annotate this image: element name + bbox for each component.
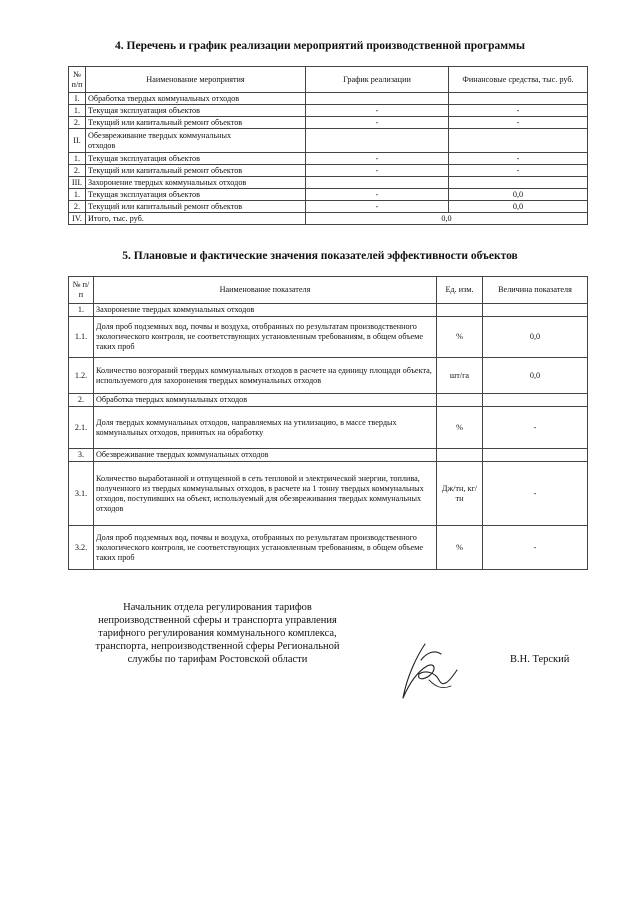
row-name: Текущая эксплуатация объектов xyxy=(86,105,306,117)
header-finance: Финансовые средства, тыс. руб. xyxy=(449,67,588,93)
row-num: 1. xyxy=(69,304,94,317)
row-num: 2. xyxy=(69,201,86,213)
row-schedule: - xyxy=(306,189,449,201)
row-value: - xyxy=(483,407,588,449)
row-value: - xyxy=(483,526,588,570)
row-name: Доля твердых коммунальных отходов, направляемых на утилизацию, в массе твердых коммунальных отходов, принятых на обработку xyxy=(94,407,437,449)
row-num: 2. xyxy=(69,117,86,129)
row-schedule: - xyxy=(306,105,449,117)
row-schedule: - xyxy=(306,117,449,129)
total-num: IV. xyxy=(69,213,86,225)
row-num: I. xyxy=(69,93,86,105)
table-row xyxy=(69,93,588,105)
row-unit xyxy=(437,304,483,317)
table-row xyxy=(69,304,588,317)
row-schedule: - xyxy=(306,201,449,213)
header-value: Величина показателя xyxy=(483,277,588,304)
row-finance: 0,0 xyxy=(449,201,588,213)
signatory-position xyxy=(60,601,375,666)
row-name: Обработка твердых коммунальных отходов xyxy=(86,93,306,105)
row-name: Текущий или капитальный ремонт объектов xyxy=(86,117,306,129)
row-finance: - xyxy=(449,105,588,117)
table-row xyxy=(69,526,588,570)
row-finance: - xyxy=(449,153,588,165)
table-header-row xyxy=(69,67,588,93)
table-row xyxy=(69,358,588,394)
position-line: непроизводственной сферы и транспорта управления xyxy=(98,615,337,626)
header-name: Наименование мероприятия xyxy=(86,67,306,93)
row-num: 2. xyxy=(69,165,86,177)
position-line: службы по тарифам Ростовской области xyxy=(127,654,308,665)
header-unit: Ед. изм. xyxy=(437,277,483,304)
row-finance: 0,0 xyxy=(449,189,588,201)
row-value xyxy=(483,394,588,407)
row-num: III. xyxy=(69,177,86,189)
row-name: Обработка твердых коммунальных отходов xyxy=(94,394,437,407)
table-row xyxy=(69,117,588,129)
row-unit: шт/га xyxy=(437,358,483,394)
row-unit: % xyxy=(437,317,483,358)
row-value: 0,0 xyxy=(483,317,588,358)
table-header-row xyxy=(69,277,588,304)
table-row xyxy=(69,129,588,153)
row-name: Текущая эксплуатация объектов xyxy=(86,189,306,201)
table-row xyxy=(69,105,588,117)
table-row xyxy=(69,394,588,407)
header-num: № п/п xyxy=(69,277,94,304)
position-line: тарифного регулирования коммунального комплекса, xyxy=(98,628,337,639)
row-num: 1.2. xyxy=(69,358,94,394)
row-name: Захоронение твердых коммунальных отходов xyxy=(94,304,437,317)
row-unit: Дж/тн, кг/тн xyxy=(437,462,483,526)
row-num: 3.1. xyxy=(69,462,94,526)
row-name: Текущая эксплуатация объектов xyxy=(86,153,306,165)
row-schedule: - xyxy=(306,165,449,177)
row-value xyxy=(483,449,588,462)
row-num: 1.1. xyxy=(69,317,94,358)
row-unit: % xyxy=(437,526,483,570)
row-num: 2.1. xyxy=(69,407,94,449)
header-num: № п/п xyxy=(69,67,86,93)
table-row xyxy=(69,153,588,165)
row-unit xyxy=(437,449,483,462)
table-row xyxy=(69,407,588,449)
table-row xyxy=(69,462,588,526)
table-row xyxy=(69,189,588,201)
section4-title: 4. Перечень и график реализации мероприятий производственной программы xyxy=(115,40,525,52)
row-value: 0,0 xyxy=(483,358,588,394)
row-schedule xyxy=(306,93,449,105)
table-row xyxy=(69,201,588,213)
program-measures-table xyxy=(68,66,588,225)
row-unit xyxy=(437,394,483,407)
row-name: Захоронение твердых коммунальных отходов xyxy=(86,177,306,189)
row-name: Обезвреживание твердых коммунальных отходов xyxy=(86,129,306,153)
signatory-name: В.Н. Терский xyxy=(510,654,570,665)
table-row xyxy=(69,177,588,189)
table-row xyxy=(69,317,588,358)
row-name: Количество выработанной и отпущенной в сеть тепловой и электрической энергии, топлива, полученного из твердых коммунальных отходов, в расчете на 1 тонну твердых коммунальных отходов, поступивших на объект, используемый для обезвреживания твердых коммунальных отходов xyxy=(94,462,437,526)
row-name: Количество возгораний твердых коммунальных отходов в расчете на единицу площади объекта, используемого для захоронения твердых коммунальных отходов xyxy=(94,358,437,394)
row-unit: % xyxy=(437,407,483,449)
position-line: транспорта, непроизводственной сферы Региональной xyxy=(95,641,340,652)
row-finance xyxy=(449,129,588,153)
row-num: 1. xyxy=(69,105,86,117)
row-name: Текущий или капитальный ремонт объектов xyxy=(86,201,306,213)
handwritten-signature xyxy=(395,636,465,706)
header-indicator: Наименование показателя xyxy=(94,277,437,304)
row-finance xyxy=(449,93,588,105)
section5-title: 5. Плановые и фактические значения показателей эффективности объектов xyxy=(122,250,518,262)
table-row xyxy=(69,449,588,462)
row-num: 2. xyxy=(69,394,94,407)
efficiency-indicators-table xyxy=(68,276,588,570)
row-name: Доля проб подземных вод, почвы и воздуха, отобранных по результатам производственного экологического контроля, не соответствующих установленным требованиям, в общем объеме таких проб xyxy=(94,317,437,358)
position-line: Начальник отдела регулирования тарифов xyxy=(123,602,312,613)
row-num: 3.2. xyxy=(69,526,94,570)
row-finance: - xyxy=(449,165,588,177)
row-finance xyxy=(449,177,588,189)
table-total-row xyxy=(69,213,588,225)
row-schedule: - xyxy=(306,153,449,165)
row-finance: - xyxy=(449,117,588,129)
row-name: Доля проб подземных вод, почвы и воздуха, отобранных по результатам производственного экологического контроля, не соответствующих установленным требованиям, в общем объеме таких проб xyxy=(94,526,437,570)
total-label: Итого, тыс. руб. xyxy=(86,213,306,225)
row-value xyxy=(483,304,588,317)
row-num: 1. xyxy=(69,189,86,201)
row-name: Текущий или капитальный ремонт объектов xyxy=(86,165,306,177)
table-row xyxy=(69,165,588,177)
row-num: 3. xyxy=(69,449,94,462)
row-name: Обезвреживание твердых коммунальных отходов xyxy=(94,449,437,462)
row-num: 1. xyxy=(69,153,86,165)
total-value: 0,0 xyxy=(306,213,588,225)
row-schedule xyxy=(306,129,449,153)
row-schedule xyxy=(306,177,449,189)
row-value: - xyxy=(483,462,588,526)
row-num: II. xyxy=(69,129,86,153)
header-schedule: График реализации xyxy=(306,67,449,93)
